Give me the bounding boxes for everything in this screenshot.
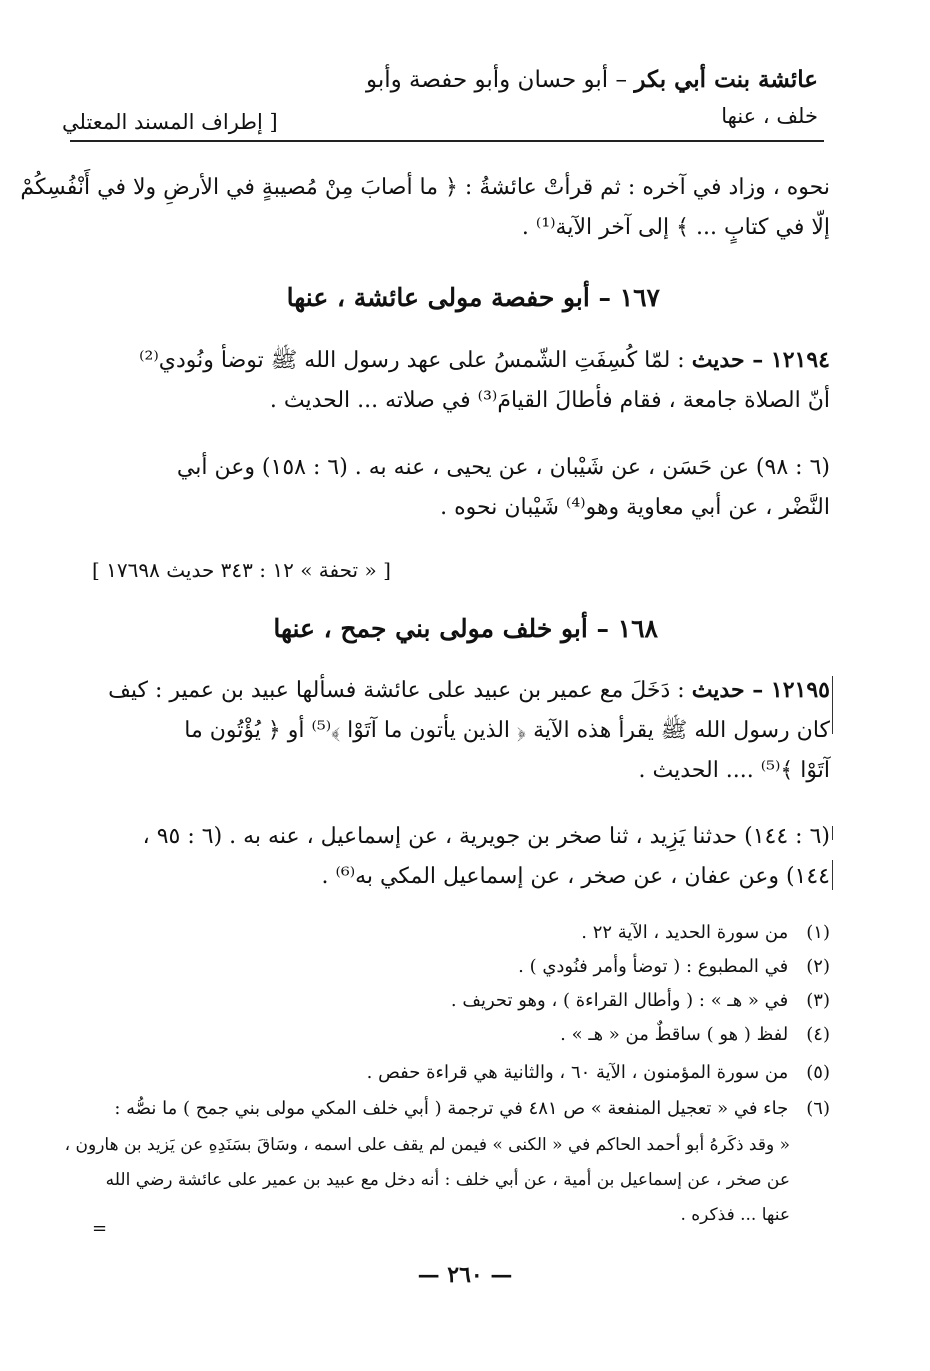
isnad-line: (٦ : ١٤٤) حدثنا يَزِيد ، ثنا صخر بن جويرية ، عن إسماعيل ، عنه به . (٦ : ٩٥ ، bbox=[142, 824, 830, 849]
margin-bar bbox=[832, 860, 833, 890]
hadith-text: : دَخَلَ مع عمير بن عبيد على عائشة فسألها عبيد بن عمير : كيف bbox=[108, 678, 692, 703]
footnote-number: (٥) bbox=[806, 1062, 830, 1083]
margin-bar bbox=[832, 826, 833, 840]
footnote-number: (١) bbox=[806, 922, 830, 943]
intro-paragraph bbox=[20, 168, 830, 248]
footnote-quote-line: عنها ... فذكره . bbox=[680, 1205, 790, 1225]
hadith-line: أنّ الصلاة جامعة ، فقام فأطالَ القيامَ⁽³⁾ في صلاته ... الحديث . bbox=[269, 388, 830, 413]
header-divider bbox=[70, 140, 824, 142]
isnad-12195 bbox=[70, 817, 830, 897]
intro-line: إلّا في كتابٍ ... ﴾ إلى آخر الآية⁽¹⁾ . bbox=[521, 215, 830, 240]
footnote-number: (٣) bbox=[806, 990, 830, 1011]
isnad-12194 bbox=[70, 448, 830, 528]
footnote bbox=[581, 917, 830, 948]
footnote-text: في المطبوع : ( توضأ وأمر فنُودي ) . bbox=[518, 956, 789, 977]
intro-line: نحوه ، وزاد في آخره : ثم قرأتْ عائشةُ : ﴿ ما أصابَ مِنْ مُصيبةٍ في الأرضِ ولا في أَنْفُسِكُمْ bbox=[20, 175, 830, 200]
footnote-quote-line: « وقد ذكَرهُ أبو أحمد الحاكم في « الكنى » فيمن لم يقف على اسمه ، وسَاقَ بسَنَدِهِ عن يَزيد بن هارون ، bbox=[64, 1135, 790, 1155]
footnote-text: جاء في « تعجيل المنفعة » ص ٤٨١ في ترجمة ( أبي خلف المكي مولى بني جمح ) ما نصُّه : bbox=[114, 1098, 789, 1119]
section-heading-168: ١٦٨ – أبو خلف مولى بني جمح ، عنها bbox=[273, 614, 658, 643]
footnote-text: في « هـ » : ( وأطال القراءة ) ، وهو تحريف . bbox=[450, 990, 789, 1011]
footnote-text: من سورة الحديد ، الآية ٢٢ . bbox=[581, 922, 789, 943]
header-title-bold: عائشة بنت أبي بكر bbox=[634, 66, 818, 93]
running-header-title bbox=[366, 66, 818, 93]
hadith-number: ١٢١٩٤ – حديث bbox=[691, 347, 830, 373]
header-title-rest: – أبو حسان وأبو حفصة وأبو bbox=[365, 67, 635, 93]
footnote-text: من سورة المؤمنون ، الآية ٦٠ ، والثانية هي قراءة حفص . bbox=[366, 1062, 789, 1083]
footnote bbox=[451, 985, 830, 1016]
hadith-line: آتَوْا ﴾⁽⁵⁾ .... الحديث . bbox=[638, 758, 830, 783]
footnote bbox=[518, 951, 830, 982]
footnote-quote-line: عن صخر ، عن إسماعيل بن أمية ، عن أبي خلف : أنه دخل مع عبيد بن عمير على عائشة رضي الله bbox=[105, 1170, 790, 1190]
hadith-12194 bbox=[70, 340, 830, 421]
isnad-line: (٦ : ٩٨) عن حَسَن ، عن شَيْبان ، عن يحيى ، عنه به . (٦ : ١٥٨) وعن أبي bbox=[176, 455, 830, 480]
footnote bbox=[114, 1093, 830, 1124]
running-header-subtitle: خلف ، عنها bbox=[721, 104, 818, 128]
page-number: — ٢٦٠ — bbox=[417, 1262, 513, 1288]
hadith-text: : لمّا كُسِفَتِ الشّمسُ على عهد رسول الله ﷺ توضأ ونُودي⁽²⁾ bbox=[139, 348, 692, 373]
hadith-line: كان رسول الله ﷺ يقرأ هذه الآية ﴿ الذين يأتون ما آتَوْا ﴾⁽⁵⁾ أو ﴿ يُؤْتُون ما bbox=[184, 718, 830, 743]
continuation-mark: = bbox=[92, 1218, 108, 1239]
hadith-line bbox=[70, 670, 830, 711]
footnote-number: (٢) bbox=[806, 956, 830, 977]
section-heading-167: ١٦٧ – أبو حفصة مولى عائشة ، عنها bbox=[286, 283, 660, 312]
tuhfa-reference: [ « تحفة » ١٢ : ٣٤٣ حديث ١٧٦٩٨ ] bbox=[92, 558, 391, 582]
hadith-number: ١٢١٩٥ – حديث bbox=[691, 677, 830, 703]
isnad-line: ١٤٤) وعن عفان ، عن صخر ، عن إسماعيل المكي به⁽⁶⁾ . bbox=[321, 864, 830, 889]
footnote-number: (٦) bbox=[806, 1098, 830, 1119]
footnote bbox=[560, 1019, 830, 1050]
footnote-text: لفظ ( هو ) ساقطٌ من « هـ » . bbox=[560, 1024, 789, 1045]
footnote bbox=[367, 1057, 830, 1088]
footnote-number: (٤) bbox=[806, 1024, 830, 1045]
hadith-12195 bbox=[70, 670, 830, 791]
running-header-book-title: [ إطراف المسند المعتلي bbox=[62, 110, 278, 134]
hadith-line bbox=[70, 340, 830, 381]
margin-bar bbox=[832, 676, 833, 734]
isnad-line: النَّضْر ، عن أبي معاوية وهو⁽⁴⁾ شَيْبان نحوه . bbox=[440, 495, 830, 520]
